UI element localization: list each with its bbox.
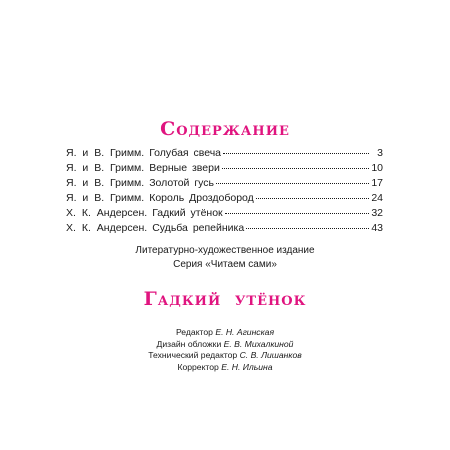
toc-entry-author: Х. К. Андерсен. [66, 207, 148, 219]
toc-dot-leader [222, 168, 369, 169]
toc-entry-story: Судьба репейника [152, 222, 245, 234]
toc-entry-page: 10 [371, 162, 383, 174]
credit-line [0, 327, 450, 339]
credit-line [0, 339, 450, 351]
credit-name: С. В. Лишанков [239, 350, 302, 360]
toc-entry-page: 43 [371, 222, 383, 234]
toc-entry-page: 24 [371, 192, 383, 204]
toc-title: Содержание [160, 118, 290, 140]
toc-entry [66, 161, 383, 176]
credit-name: Е. Н. Агинская [215, 327, 275, 337]
toc-entry-story: Верные звери [149, 162, 220, 174]
toc-entry-author: Я. и В. Гримм. [66, 177, 145, 189]
credit-line [0, 362, 450, 374]
credit-role: Технический редактор [148, 350, 238, 360]
toc-dot-leader [256, 198, 369, 199]
imprint-block [0, 244, 450, 272]
credit-role: Дизайн обложки [156, 338, 222, 349]
edition-type: Литературно-художественное издание [135, 245, 315, 256]
toc-entry-story: Король Дроздобород [149, 192, 254, 204]
toc-entry-story: Голубая свеча [149, 147, 222, 159]
toc-entry-author: Х. К. Андерсен. [66, 222, 148, 234]
toc-entry-page: 17 [371, 177, 383, 189]
toc-dot-leader [225, 213, 369, 214]
toc-entry [66, 176, 383, 191]
toc-entry-author: Я. и В. Гримм. [66, 147, 145, 159]
series-name: Серия «Читаем сами» [173, 259, 277, 270]
credit-name: Е. В. Михалкиной [223, 338, 294, 349]
credits-block [0, 327, 450, 373]
toc-dot-leader [246, 228, 369, 229]
toc-entry [66, 206, 383, 221]
toc-dot-leader [216, 183, 369, 184]
book-title: Гадкий утёнок [143, 288, 307, 310]
toc-entry [66, 191, 383, 206]
toc-entry-story: Золотой гусь [149, 177, 215, 189]
credit-role: Редактор [175, 327, 213, 337]
toc-entry [66, 146, 383, 161]
toc-entry [66, 221, 383, 236]
credit-line [0, 350, 450, 362]
toc-entry-author: Я. и В. Гримм. [66, 192, 145, 204]
toc-entry-page: 32 [371, 207, 383, 219]
toc-dot-leader [223, 153, 369, 154]
credit-name: Е. Н. Ильина [221, 361, 273, 372]
toc-entry-page: 3 [377, 147, 383, 159]
toc-entry-story: Гадкий утёнок [152, 207, 223, 219]
credit-role: Корректор [177, 361, 219, 372]
toc-list [66, 146, 383, 236]
toc-entry-author: Я. и В. Гримм. [66, 162, 145, 174]
